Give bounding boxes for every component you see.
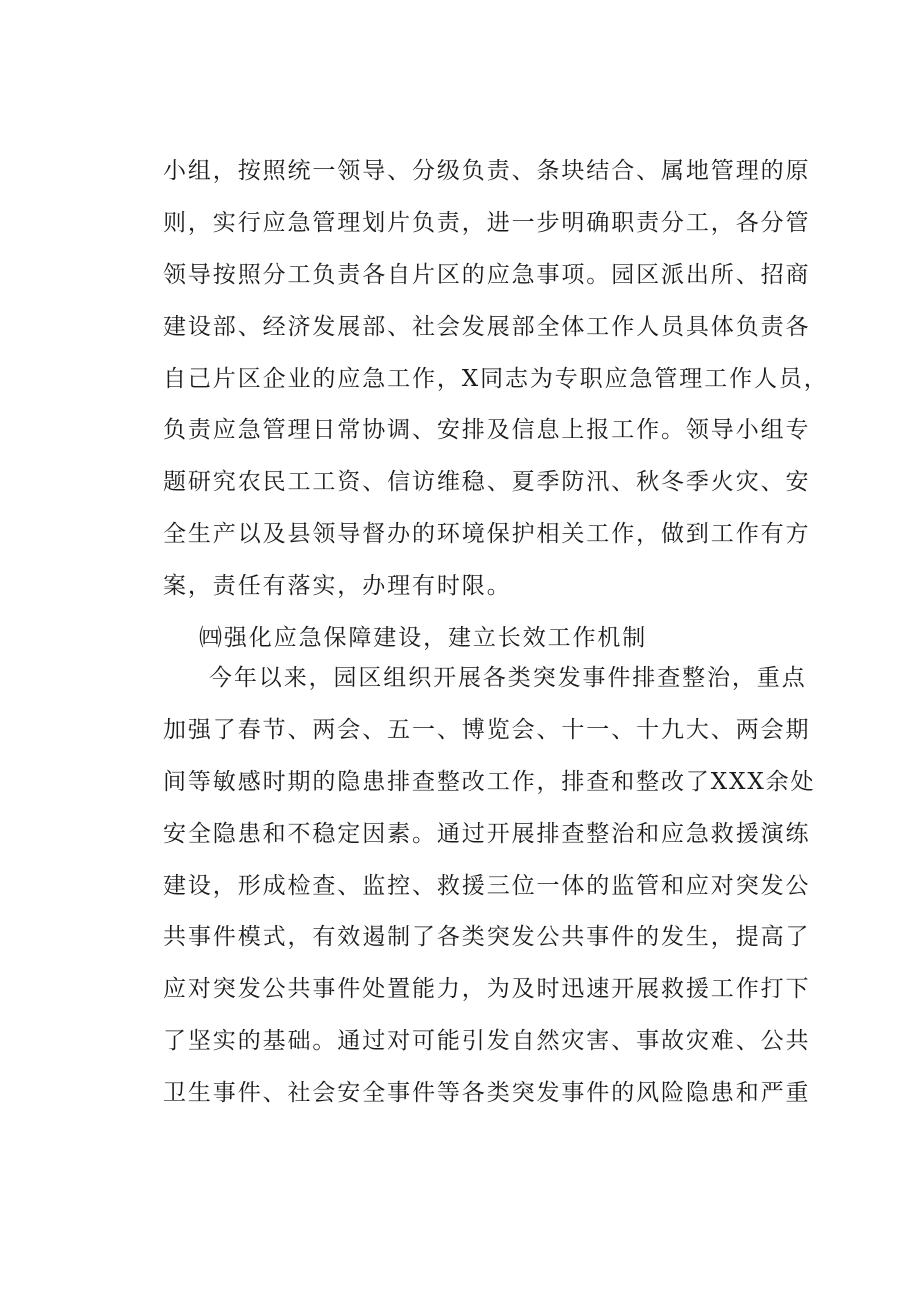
text-line: 自己片区企业的应急工作，X同志为专职应急管理工作人员， [163, 365, 829, 392]
text-line: 建设，形成检查、监控、救援三位一体的监管和应对突发公 [163, 872, 811, 899]
text-line: 题研究农民工工资、信访维稳、夏季防汛、秋冬季火灾、安 [163, 469, 811, 496]
text-line: 则，实行应急管理划片负责，进一步明确职责分工，各分管 [163, 209, 811, 236]
text-line: 今年以来，园区组织开展各类突发事件排查整治，重点 [209, 665, 807, 691]
text-line: 共事件模式，有效遏制了各类突发公共事件的发生，提高了 [163, 924, 811, 951]
text-line: 加强了春节、两会、五一、博览会、十一、十九大、两会期 [163, 716, 811, 743]
paragraph-hazard-inspection [163, 653, 816, 1120]
text-line: 了坚实的基础。通过对可能引发自然灾害、事故灾难、公共 [163, 1028, 811, 1055]
text-line: 卫生事件、社会安全事件等各类突发事件的风险隐患和严重 [163, 1080, 811, 1107]
text-line: 负责应急管理日常协调、安排及信息上报工作。领导小组专 [163, 417, 811, 444]
text-line: 应对突发公共事件处置能力，为及时迅速开展救援工作打下 [163, 976, 811, 1003]
text-line: 安全隐患和不稳定因素。通过开展排查整治和应急救援演练 [163, 820, 811, 847]
text-line: 领导按照分工负责各自片区的应急事项。园区派出所、招商 [163, 261, 811, 288]
text-line: 全生产以及县领导督办的环境保护相关工作，做到工作有方 [163, 521, 811, 548]
text-line: 间等敏感时期的隐患排查整改工作，排查和整改了XXX余处 [163, 768, 816, 795]
text-line: 建设部、经济发展部、社会发展部全体工作人员具体负责各 [163, 313, 811, 340]
text-line: 小组，按照统一领导、分级负责、条块结合、属地管理的原 [163, 158, 811, 184]
text-line: 案，责任有落实，办理有时限。 [163, 573, 512, 600]
section-heading-text: ㈣强化应急保障建设，建立长效工作机制 [199, 625, 648, 651]
paragraph-emergency-management-responsibility [163, 146, 829, 613]
